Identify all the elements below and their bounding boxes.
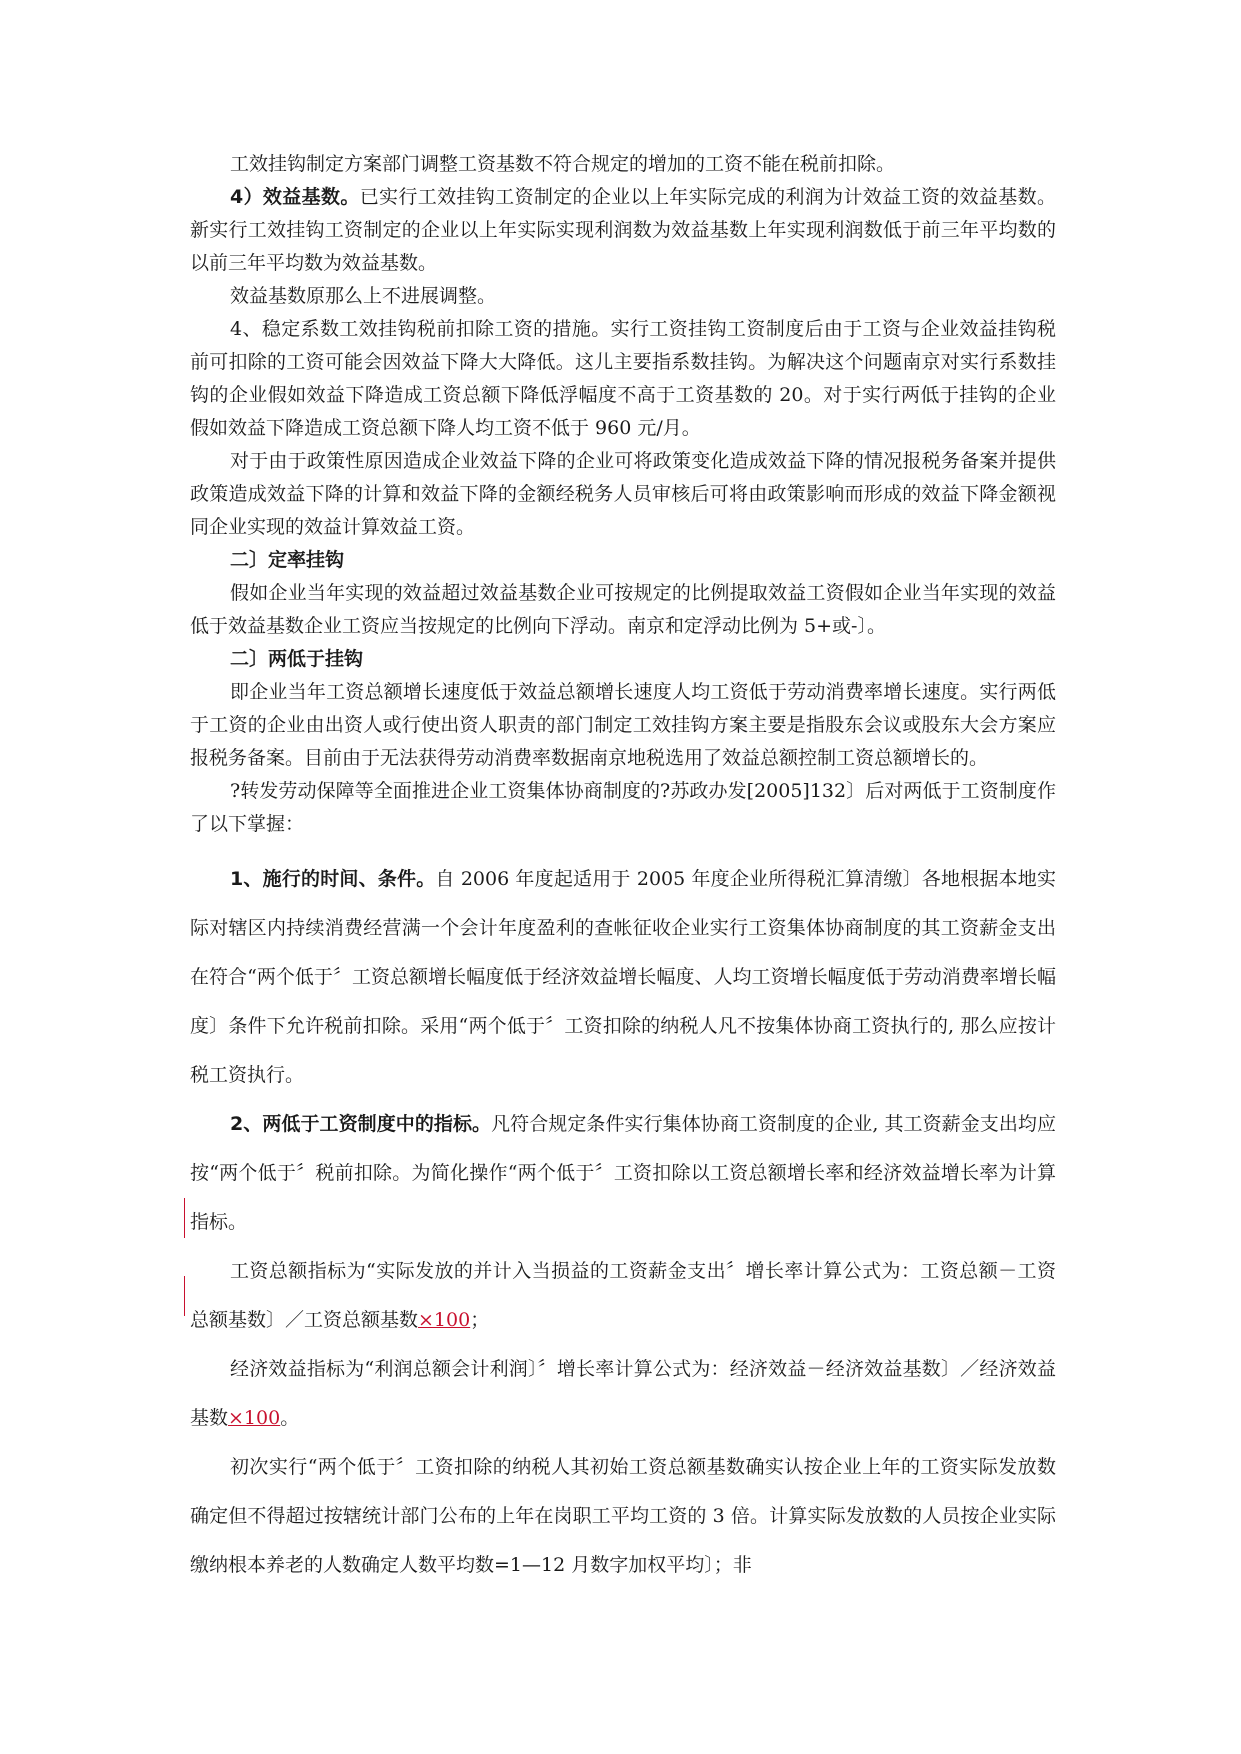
paragraph	[190, 181, 1056, 280]
paragraph-text: 经济效益指标为“利润总额会计利润〕〞增长率计算公式为：经济效益－经济效益基数〕／经济效益基数	[190, 1358, 1056, 1429]
paragraph	[190, 1345, 1056, 1443]
bold-heading: 4）效益基数。	[230, 186, 360, 208]
paragraph	[190, 855, 1056, 1100]
paragraph: 4、稳定系数工效挂钩税前扣除工资的措施。实行工资挂钩工资制度后由于工资与企业效益挂钩税前可扣除的工资可能会因效益下降大大降低。这儿主要指系数挂钩。为解决这个问题南京对实行系数挂钩的企业假如效益下降造成工资总额下降低浮幅度不高于工资基数的 20。对于实行两低于挂钩的企业假如效益下降造成工资总额下降人均工资不低于 960 元/月。	[190, 318, 1056, 439]
paragraph: 效益基数原那么上不进展调整。	[230, 285, 497, 307]
document-body	[190, 148, 1056, 1590]
section-heading	[190, 643, 1056, 676]
paragraph-text: 已实行工效挂钩工资制定的企业以上年实际完成的利润为计效益工资的效益基数。新实行工效挂钩工资制定的企业以上年实际实现利润数为效益基数上年实现利润数低于前三年平均数的以前三年平均数为效益基数。	[190, 186, 1056, 274]
paragraph-text: 凡符合规定条件实行集体协商工资制度的企业, 其工资薪金支出均应按“两个低于〞税前扣除。为简化操作“两个低于〞工资扣除以工资总额增长率和经济效益增长率为计算指标。	[190, 1113, 1056, 1233]
paragraph-text: 。	[280, 1407, 300, 1429]
revision-bar	[184, 1276, 185, 1316]
revision-bar	[184, 1198, 185, 1238]
paragraph: 初次实行“两个低于〞工资扣除的纳税人其初始工资总额基数确实认按企业上年的工资实际发放数确定但不得超过按辖统计部门公布的上年在岗职工平均工资的 3 倍。计算实际发放数的人员按企业实际缴纳根本养老的人数确定人数平均数=1—12 月数字加权平均〕；非	[190, 1456, 1056, 1576]
revision-text: ×100	[418, 1309, 471, 1331]
paragraph-text: 自 2006 年度起适用于 2005 年度企业所得税汇算清缴〕各地根据本地实际对辖区内持续消费经营满一个会计年度盈利的查帐征收企业实行工资集体协商制度的其工资薪金支出在符合“两个低于〞工资总额增长幅度低于经济效益增长幅度、人均工资增长幅度低于劳动消费率增长幅度〕条件下允许税前扣除。采用“两个低于〞工资扣除的纳税人凡不按集体协商工资执行的, 那么应按计税工资执行。	[190, 868, 1056, 1086]
paragraph: 即企业当年工资总额增长速度低于效益总额增长速度人均工资低于劳动消费率增长速度。实行两低于工资的企业由出资人或行使出资人职责的部门制定工效挂钩方案主要是指股东会议或股东大会方案应报税务备案。目前由于无法获得劳动消费率数据南京地税选用了效益总额控制工资总额增长的。	[190, 681, 1056, 769]
paragraph: 对于由于政策性原因造成企业效益下降的企业可将政策变化造成效益下降的情况报税务备案并提供政策造成效益下降的计算和效益下降的金额经税务人员审核后可将由政策影响而形成的效益下降金额视同企业实现的效益计算效益工资。	[190, 450, 1056, 538]
bold-heading: 1、施行的时间、条件。	[230, 868, 436, 890]
section-heading-text: 二〕两低于挂钩	[230, 648, 364, 670]
paragraph: 假如企业当年实现的效益超过效益基数企业可按规定的比例提取效益工资假如企业当年实现的效益低于效益基数企业工资应当按规定的比例向下浮动。南京和定浮动比例为 5+或-〕。	[190, 582, 1056, 637]
revision-text: ×100	[228, 1407, 281, 1429]
paragraph-text: 工资总额指标为“实际发放的并计入当损益的工资薪金支出〞增长率计算公式为：工资总额－工资总额基数〕／工资总额基数	[190, 1260, 1056, 1331]
paragraph	[190, 1247, 1056, 1345]
paragraph-text: ；	[470, 1309, 490, 1331]
paragraph: ?转发劳动保障等全面推进企业工资集体协商制度的?苏政办发[2005]132〕后对两低于工资制度作了以下掌握：	[190, 780, 1056, 835]
paragraph	[190, 1100, 1056, 1247]
section-heading-text: 二〕定率挂钩	[230, 549, 345, 571]
bold-heading: 2、两低于工资制度中的指标。	[230, 1113, 492, 1135]
paragraph: 工效挂钩制定方案部门调整工资基数不符合规定的增加的工资不能在税前扣除。	[230, 153, 896, 175]
section-heading	[190, 544, 1056, 577]
